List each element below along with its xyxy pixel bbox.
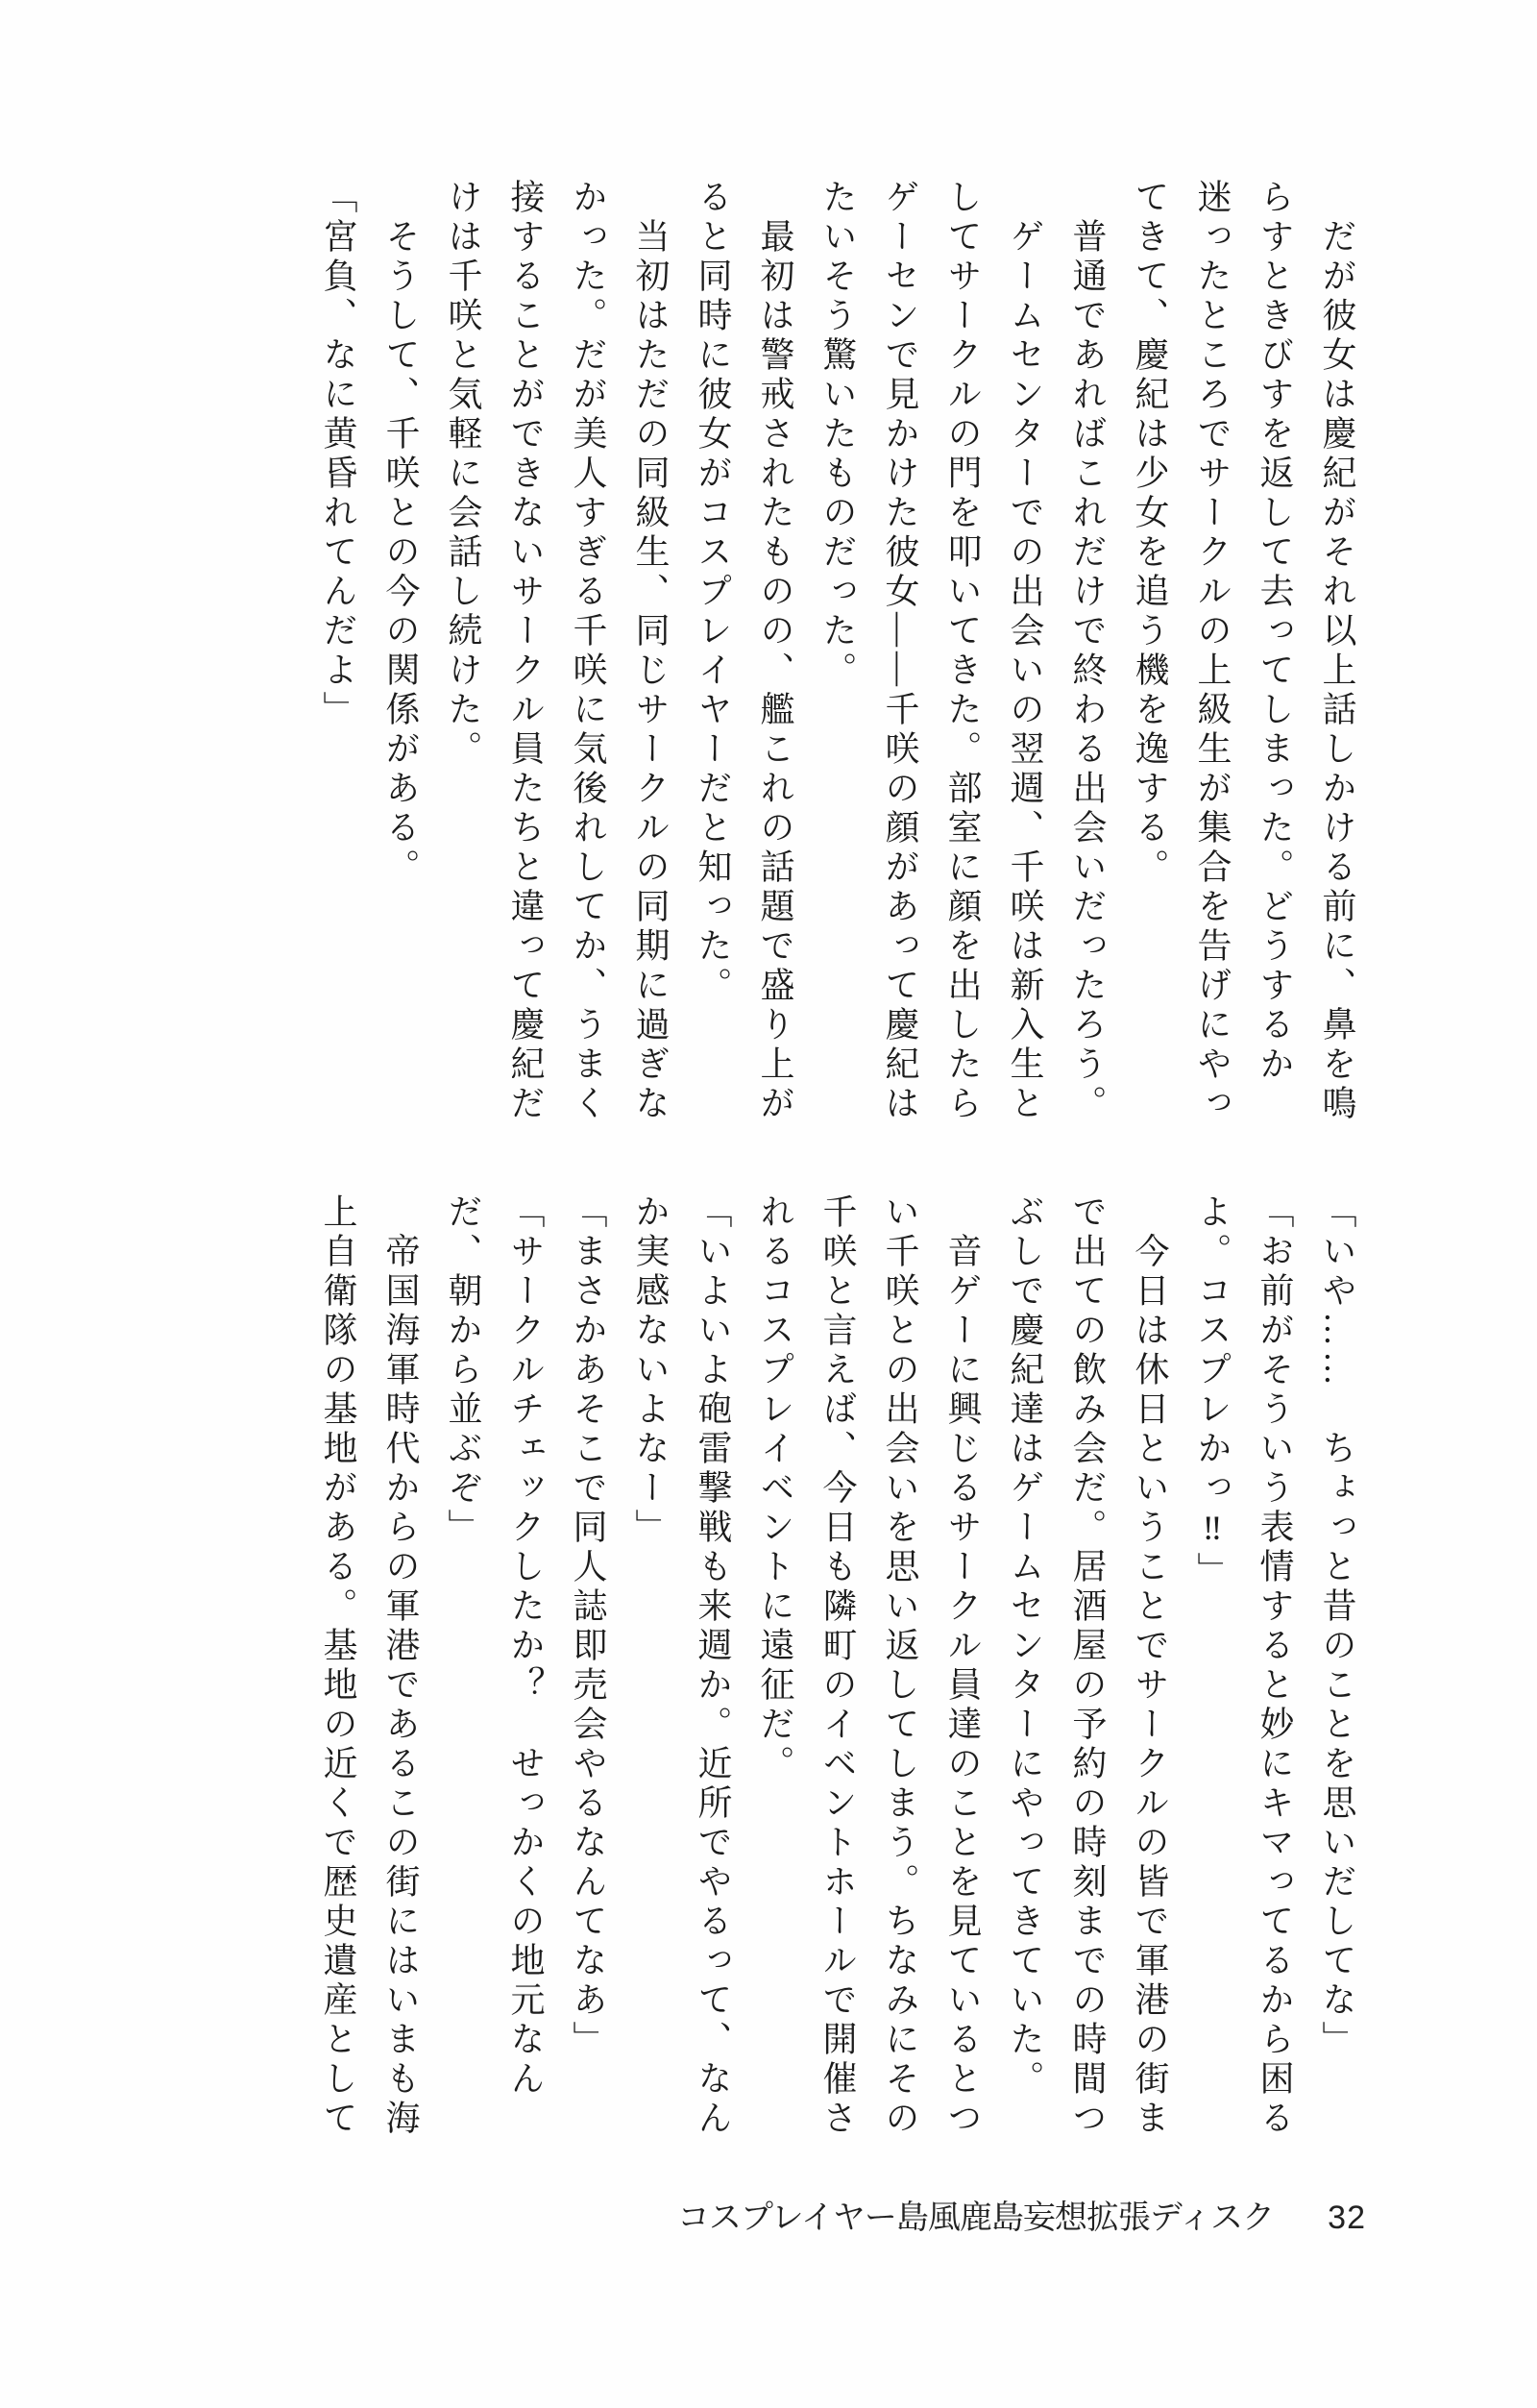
text-line: れるコスプレイベントに遠征だ。 (756, 1193, 794, 1784)
text-line: 最初は警戒されたものの、艦これの話題で盛り上が (756, 179, 794, 1124)
text-line: 「お前がそういう表情すると妙にキマってるから困る (1256, 1193, 1294, 2139)
text-line: ぶしで慶紀達はゲームセンターにやってきていた。 (1006, 1193, 1044, 2100)
text-line: てきて、慶紀は少女を追う機を逸する。 (1131, 179, 1169, 888)
text-line: い千咲との出会いを思い返してしまう。ちなみにその (881, 1193, 919, 2139)
text-block-bottom (306, 1193, 1368, 2174)
text-line: だ、朝から並ぶぞ」 (444, 1193, 482, 1548)
text-line: 「いよいよ砲雷撃戦も来週か。近所でやるって、なん (694, 1193, 732, 2139)
text-line: かった。だが美人すぎる千咲に気後れしてか、うまく (569, 179, 607, 1124)
text-line: 迷ったところでサークルの上級生が集合を告げにやっ (1193, 179, 1232, 1124)
text-line: 接することができないサークル員たちと違って慶紀だ (506, 179, 545, 1124)
text-line: 「宮負、なに黄昏れてんだよ」 (319, 179, 357, 730)
text-line: で出ての飲み会だ。居酒屋の予約の時刻までの時間つ (1068, 1193, 1107, 2139)
text-line: ると同時に彼女がコスプレイヤーだと知った。 (694, 179, 732, 1006)
text-line: 今日は休日ということでサークルの皆で軍港の街ま (1131, 1193, 1169, 2139)
text-block-top (306, 179, 1368, 1149)
text-line: そうして、千咲との今の関係がある。 (381, 179, 420, 888)
page-number: 32 (1328, 2199, 1366, 2236)
text-line: してサークルの門を叩いてきた。部室に顔を出したら (943, 179, 982, 1124)
text-line: 「いや…… ちょっと昔のことを思いだしてな」 (1318, 1193, 1356, 2060)
text-line: けは千咲と気軽に会話し続けた。 (444, 179, 482, 770)
text-line: 「サークルチェックしたか？ せっかくの地元なん (506, 1193, 545, 2100)
text-line: 帝国海軍時代からの軍港であるこの街にはいまも海 (381, 1193, 420, 2139)
page-footer (677, 2191, 1366, 2238)
text-line: だが彼女は慶紀がそれ以上話しかける前に、鼻を鳴 (1318, 179, 1356, 1124)
text-line: か実感ないよなー」 (631, 1193, 670, 1548)
text-line: ゲームセンターでの出会いの翌週、千咲は新入生と (1006, 179, 1044, 1124)
text-line: ゲーセンで見かけた彼女――千咲の顔があって慶紀は (881, 179, 919, 1124)
text-line: 上自衛隊の基地がある。基地の近くで歴史遺産として (319, 1193, 357, 2139)
text-line: たいそう驚いたものだった。 (818, 179, 857, 691)
text-line: よ。コスプレかっ‼」 (1193, 1193, 1232, 1591)
text-line: らすときびすを返して去ってしまった。どうするか (1256, 179, 1294, 1085)
text-line: 千咲と言えば、今日も隣町のイベントホールで開催さ (818, 1193, 857, 2139)
text-line: 「まさかあそこで同人誌即売会やるなんてなあ」 (569, 1193, 607, 2060)
text-line: 普通であればこれだけで終わる出会いだったろう。 (1068, 179, 1107, 1124)
text-line: 音ゲーに興じるサークル員達のことを見ているとつ (943, 1193, 982, 2139)
footer-title: コスプレイヤー島風鹿島妄想拡張ディスク (676, 2199, 1275, 2236)
text-line: 当初はただの同級生、同じサークルの同期に過ぎな (631, 179, 670, 1124)
